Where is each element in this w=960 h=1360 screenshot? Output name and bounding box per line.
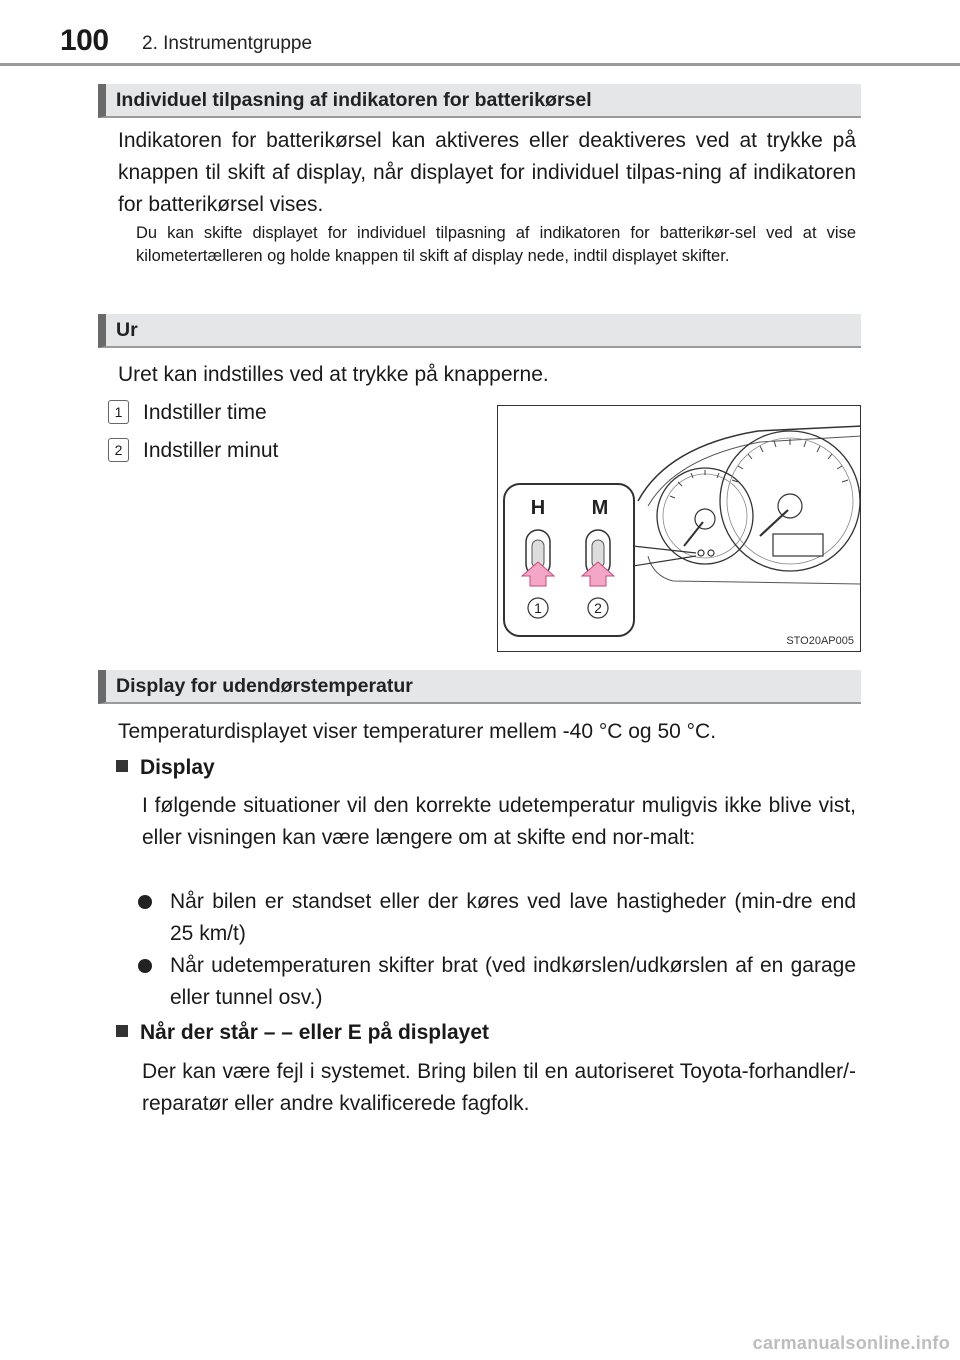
subheading-text: Display	[140, 756, 215, 779]
display-paragraph: I følgende situationer vil den korrekte udetemperatur muligvis ikke blive vist, eller visningen kan være længere om at skifte end nor-malt:	[142, 794, 856, 849]
square-bullet-icon	[116, 1025, 128, 1037]
bullet-dot-icon	[138, 959, 152, 973]
clock-paragraph: Uret kan indstilles ved at trykke på knapperne.	[118, 363, 549, 386]
battery-indicator-paragraph: Indikatoren for batterikørsel kan aktiveres eller deaktiveres ved at trykke på knappen til skift af display, når displayet for individuel tilpas-ning af indikatoren for batterikørsel vises.	[118, 129, 856, 216]
section-heading-outside-temperature	[98, 670, 861, 704]
instrument-cluster-figure	[497, 405, 861, 652]
list-item-text: Når udetemperaturen skifter brat (ved indkørslen/udkørslen af en garage eller tunnel osv.)	[170, 954, 856, 1009]
hour-button-label: H	[530, 497, 546, 519]
square-bullet-icon	[116, 760, 128, 772]
section-heading-clock	[98, 314, 861, 348]
figure-callout-1: 1	[534, 600, 542, 616]
figure-callout-2: 2	[594, 600, 602, 616]
clock-item-minute	[108, 435, 278, 467]
subheading-text: Når der står – – eller E på displayet	[140, 1021, 490, 1044]
subheading-error	[116, 1017, 489, 1049]
temperature-paragraph: Temperaturdisplayet viser temperaturer mellem -40 °C og 50 °C.	[118, 720, 717, 743]
list-item	[138, 950, 856, 1014]
callout-number-1: 1	[108, 400, 129, 424]
header-divider	[0, 63, 960, 66]
clock-item-label: Indstiller time	[143, 401, 267, 424]
minute-button-label: M	[591, 497, 609, 519]
section-heading-battery-indicator	[98, 84, 861, 118]
instrument-cluster-illustration	[498, 406, 861, 652]
clock-item-label: Indstiller minut	[143, 439, 279, 462]
section-heading-text: Display for udendørstemperatur	[116, 675, 413, 697]
clock-buttons-callout	[504, 484, 634, 636]
callout-number-2: 2	[108, 438, 129, 462]
watermark: carmanualsonline.info	[752, 1333, 950, 1353]
section-heading-text: Ur	[116, 319, 138, 341]
cluster-display	[773, 534, 823, 556]
figure-code: STO20AP005	[786, 635, 854, 647]
chapter-title: 2. Instrumentgruppe	[142, 33, 313, 54]
error-paragraph: Der kan være fejl i systemet. Bring bilen til en autoriseret Toyota-forhandler/-reparatør eller andre kvalificerede fagfolk.	[142, 1060, 856, 1115]
page-number: 100	[60, 24, 109, 57]
subheading-display	[116, 752, 215, 784]
battery-indicator-note: Du kan skifte displayet for individuel tilpasning af indikatoren for batterikør-sel ved at vise kilometertælleren og holde knappen til skift af display nede, indtil displayet skifter.	[136, 224, 856, 265]
list-item-text: Når bilen er standset eller der køres ved lave hastigheder (min-dre end 25 km/t)	[170, 890, 856, 945]
clock-item-hour	[108, 397, 267, 429]
bullet-dot-icon	[138, 895, 152, 909]
list-item	[138, 886, 856, 950]
section-heading-text: Individuel tilpasning af indikatoren for batterikørsel	[116, 89, 592, 111]
